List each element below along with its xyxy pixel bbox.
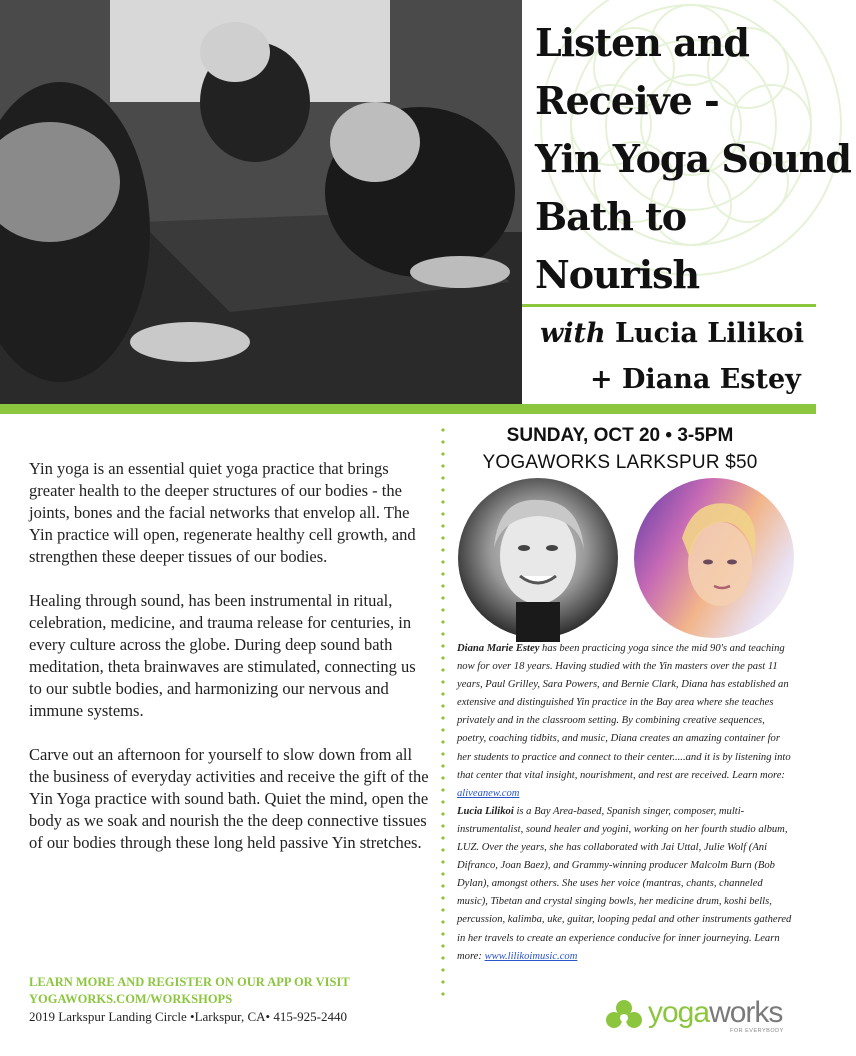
logo-wordmark (648, 996, 782, 1030)
studio-address: 2019 Larkspur Landing Circle •Larkspur, CA• 415-925-2440 (29, 1009, 347, 1024)
title-line: Bath to (535, 194, 687, 239)
yoga-class-illustration (0, 0, 522, 406)
column-dotted-divider (441, 424, 445, 1000)
yogaworks-flower-icon (604, 998, 644, 1034)
lucia-website-link[interactable]: www.lilikoimusic.com (484, 950, 578, 962)
title-line: Nourish (535, 252, 700, 297)
lucia-face-illustration (634, 478, 794, 638)
description-paragraph: Carve out an afternoon for yourself to slow down from all the business of everyday activities and receive the gift of the Yin Yoga practice with sound bath. Quiet the mind, open the body as we soak and nourish the the deep connective tissues of our bodies through these long held passive Yin stretches. (29, 745, 429, 852)
title-line: Yin Yoga Sound (535, 136, 851, 181)
byline-teachers (540, 316, 810, 352)
cta-line-1: LEARN MORE AND REGISTER ON OUR APP OR VISIT (29, 975, 350, 989)
register-cta (29, 974, 429, 1008)
byline-with: with (540, 318, 606, 349)
hero-photo (0, 0, 522, 406)
yogaworks-logo (604, 996, 784, 1038)
diana-face-illustration (458, 478, 618, 638)
bio-lucia-text: is a Bay Area-based, Spanish singer, composer, multi-instrumentalist, sound healer and yogini, working on her fourth studio album, LUZ. Over the years, she has collaborated with Jai Uttal, Julie Wolf (Ani Difranco, Joan Baez), and Grammy-winning producer Malcolm Burn (Bob Dylan), amongst others. She uses her voice (mantras, chants, channeled music), Tibetan and crystal singing bowls, her medicine drum, koshi bells, percussion, kalimba, uke, guitar, looping pedal and other instruments gathered in her travels to create an experience conducive for inner journeying. Learn more: (457, 805, 792, 962)
teacher-bios (457, 640, 792, 966)
bio-diana-name: Diana Marie Estey (457, 643, 540, 654)
cta-line-2: YOGAWORKS.COM/WORKSHOPS (29, 992, 233, 1006)
title-line: Listen and (535, 20, 749, 65)
title-divider (522, 304, 816, 307)
logo-word-yoga: yoga (648, 996, 710, 1029)
logo-tagline: FOR EVERYBODY (730, 1028, 784, 1034)
diana-portrait (458, 478, 618, 638)
event-venue: YOGAWORKS LARKSPUR $50 (482, 452, 758, 473)
event-date: SUNDAY, OCT 20 • 3-5PM (506, 425, 734, 446)
section-divider-band (0, 404, 816, 414)
description-paragraph: Healing through sound, has been instrumental in ritual, celebration, medicine, and trauma release for centuries, in every culture across the globe. During deep sound bath meditation, theta brainwaves are stimulated, connecting us to our subtle bodies, and harmonizing our nervous and immune systems. (29, 591, 416, 720)
logo-word-works: works (709, 996, 783, 1029)
description (29, 458, 429, 876)
byline-teacher-2: + Diana Estey (590, 364, 801, 395)
title-line: Receive - (535, 78, 719, 123)
bio-lucia-name: Lucia Lilikoi (457, 805, 514, 817)
bio-diana-text: has been practicing yoga since the mid 90's and teaching now for over 18 years. Having studied with the Yin masters over the past 11 years, Paul Grilley, Sara Powers, and Bernie Clark, Diana has established an extensive and distinguished Yin practice in the Bay area where she teaches privately and in the classroom setting. By combining creative sequences, poetry, coaching tidbits, and music, Diana creates an amazing container for her students to practice and connect to their center.....and it is by listening into that center that vital insight, nourishment, and rest are received. Learn more: (457, 643, 791, 781)
lucia-portrait (634, 478, 794, 638)
description-paragraph: Yin yoga is an essential quiet yoga practice that brings greater health to the deeper structures of our bodies - the joints, bones and the facial networks that envelop all. The Yin practice will open, regenerate healthy cell growth, and strengthen these deeper tissues of our bodies. (29, 459, 416, 566)
byline-teacher-1: Lucia Lilikoi (615, 318, 804, 349)
diana-website-link[interactable]: aliveanew.com (457, 787, 520, 799)
event-title (535, 14, 851, 304)
